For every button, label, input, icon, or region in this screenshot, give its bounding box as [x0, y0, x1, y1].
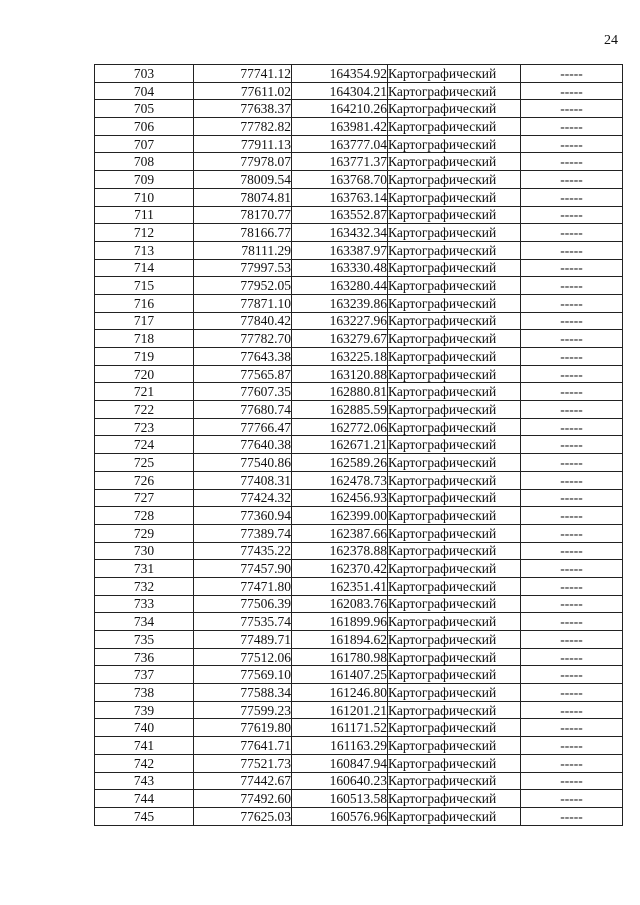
table-row: [95, 100, 623, 118]
table-row: [95, 807, 623, 825]
x-coordinate-cell: 77360.94: [194, 507, 292, 525]
table-row: [95, 82, 623, 100]
method-cell: Картографический: [388, 65, 521, 83]
error-cell: -----: [521, 365, 623, 383]
table-row: [95, 188, 623, 206]
error-cell: -----: [521, 613, 623, 631]
y-coordinate-cell: 162885.59: [292, 401, 388, 419]
table-row: [95, 294, 623, 312]
y-coordinate-cell: 163771.37: [292, 153, 388, 171]
x-coordinate-cell: 77978.07: [194, 153, 292, 171]
x-coordinate-cell: 77442.67: [194, 772, 292, 790]
x-coordinate-cell: 77640.38: [194, 436, 292, 454]
point-number-cell: 725: [95, 454, 194, 472]
point-number-cell: 741: [95, 737, 194, 755]
point-number-cell: 744: [95, 790, 194, 808]
method-cell: Картографический: [388, 118, 521, 136]
point-number-cell: 724: [95, 436, 194, 454]
point-number-cell: 736: [95, 648, 194, 666]
y-coordinate-cell: 162370.42: [292, 560, 388, 578]
y-coordinate-cell: 163280.44: [292, 277, 388, 295]
point-number-cell: 743: [95, 772, 194, 790]
method-cell: Картографический: [388, 560, 521, 578]
method-cell: Картографический: [388, 312, 521, 330]
x-coordinate-cell: 78009.54: [194, 171, 292, 189]
y-coordinate-cell: 163279.67: [292, 330, 388, 348]
point-number-cell: 735: [95, 631, 194, 649]
x-coordinate-cell: 77840.42: [194, 312, 292, 330]
table-row: [95, 436, 623, 454]
method-cell: Картографический: [388, 259, 521, 277]
error-cell: -----: [521, 65, 623, 83]
point-number-cell: 714: [95, 259, 194, 277]
y-coordinate-cell: 160640.23: [292, 772, 388, 790]
x-coordinate-cell: 77625.03: [194, 807, 292, 825]
method-cell: Картографический: [388, 153, 521, 171]
table-row: [95, 312, 623, 330]
table-row: [95, 383, 623, 401]
error-cell: -----: [521, 401, 623, 419]
y-coordinate-cell: 163239.86: [292, 294, 388, 312]
method-cell: Картографический: [388, 719, 521, 737]
y-coordinate-cell: 161780.98: [292, 648, 388, 666]
method-cell: Картографический: [388, 82, 521, 100]
point-number-cell: 729: [95, 524, 194, 542]
y-coordinate-cell: 162478.73: [292, 471, 388, 489]
x-coordinate-cell: 77489.71: [194, 631, 292, 649]
error-cell: -----: [521, 294, 623, 312]
table-row: [95, 206, 623, 224]
point-number-cell: 716: [95, 294, 194, 312]
point-number-cell: 709: [95, 171, 194, 189]
x-coordinate-cell: 77408.31: [194, 471, 292, 489]
method-cell: Картографический: [388, 754, 521, 772]
error-cell: -----: [521, 454, 623, 472]
y-coordinate-cell: 160576.96: [292, 807, 388, 825]
table-row: [95, 648, 623, 666]
table-row: [95, 224, 623, 242]
point-number-cell: 730: [95, 542, 194, 560]
y-coordinate-cell: 163227.96: [292, 312, 388, 330]
method-cell: Картографический: [388, 348, 521, 366]
error-cell: -----: [521, 790, 623, 808]
y-coordinate-cell: 162880.81: [292, 383, 388, 401]
x-coordinate-cell: 77599.23: [194, 701, 292, 719]
point-number-cell: 727: [95, 489, 194, 507]
table-row: [95, 737, 623, 755]
point-number-cell: 738: [95, 684, 194, 702]
x-coordinate-cell: 77619.80: [194, 719, 292, 737]
method-cell: Картографический: [388, 224, 521, 242]
point-number-cell: 706: [95, 118, 194, 136]
table-row: [95, 684, 623, 702]
point-number-cell: 711: [95, 206, 194, 224]
error-cell: -----: [521, 754, 623, 772]
point-number-cell: 710: [95, 188, 194, 206]
error-cell: -----: [521, 577, 623, 595]
y-coordinate-cell: 162772.06: [292, 418, 388, 436]
method-cell: Картографический: [388, 807, 521, 825]
table-row: [95, 560, 623, 578]
method-cell: Картографический: [388, 418, 521, 436]
y-coordinate-cell: 162589.26: [292, 454, 388, 472]
x-coordinate-cell: 77871.10: [194, 294, 292, 312]
table-row: [95, 418, 623, 436]
method-cell: Картографический: [388, 135, 521, 153]
point-number-cell: 733: [95, 595, 194, 613]
point-number-cell: 721: [95, 383, 194, 401]
y-coordinate-cell: 162378.88: [292, 542, 388, 560]
x-coordinate-cell: 78111.29: [194, 241, 292, 259]
point-number-cell: 707: [95, 135, 194, 153]
method-cell: Картографический: [388, 436, 521, 454]
table-row: [95, 790, 623, 808]
point-number-cell: 704: [95, 82, 194, 100]
coordinates-table: [94, 64, 623, 826]
error-cell: -----: [521, 188, 623, 206]
method-cell: Картографический: [388, 648, 521, 666]
table-row: [95, 542, 623, 560]
table-row: [95, 277, 623, 295]
point-number-cell: 718: [95, 330, 194, 348]
table-row: [95, 135, 623, 153]
y-coordinate-cell: 163432.34: [292, 224, 388, 242]
point-number-cell: 732: [95, 577, 194, 595]
x-coordinate-cell: 77607.35: [194, 383, 292, 401]
point-number-cell: 728: [95, 507, 194, 525]
y-coordinate-cell: 161899.96: [292, 613, 388, 631]
coordinates-table-body: [95, 65, 623, 826]
error-cell: -----: [521, 153, 623, 171]
table-row: [95, 171, 623, 189]
y-coordinate-cell: 162387.66: [292, 524, 388, 542]
error-cell: -----: [521, 507, 623, 525]
method-cell: Картографический: [388, 489, 521, 507]
table-row: [95, 524, 623, 542]
y-coordinate-cell: 163981.42: [292, 118, 388, 136]
point-number-cell: 703: [95, 65, 194, 83]
x-coordinate-cell: 77611.02: [194, 82, 292, 100]
x-coordinate-cell: 77680.74: [194, 401, 292, 419]
table-row: [95, 772, 623, 790]
error-cell: -----: [521, 737, 623, 755]
y-coordinate-cell: 163120.88: [292, 365, 388, 383]
table-row: [95, 489, 623, 507]
y-coordinate-cell: 164304.21: [292, 82, 388, 100]
method-cell: Картографический: [388, 666, 521, 684]
error-cell: -----: [521, 807, 623, 825]
method-cell: Картографический: [388, 684, 521, 702]
method-cell: Картографический: [388, 737, 521, 755]
x-coordinate-cell: 77521.73: [194, 754, 292, 772]
x-coordinate-cell: 77492.60: [194, 790, 292, 808]
y-coordinate-cell: 163763.14: [292, 188, 388, 206]
table-row: [95, 401, 623, 419]
point-number-cell: 712: [95, 224, 194, 242]
y-coordinate-cell: 161201.21: [292, 701, 388, 719]
method-cell: Картографический: [388, 171, 521, 189]
y-coordinate-cell: 162351.41: [292, 577, 388, 595]
method-cell: Картографический: [388, 330, 521, 348]
table-row: [95, 241, 623, 259]
y-coordinate-cell: 164354.92: [292, 65, 388, 83]
error-cell: -----: [521, 171, 623, 189]
y-coordinate-cell: 163768.70: [292, 171, 388, 189]
point-number-cell: 734: [95, 613, 194, 631]
table-row: [95, 507, 623, 525]
point-number-cell: 745: [95, 807, 194, 825]
x-coordinate-cell: 77782.70: [194, 330, 292, 348]
error-cell: -----: [521, 524, 623, 542]
method-cell: Картографический: [388, 100, 521, 118]
error-cell: -----: [521, 348, 623, 366]
table-row: [95, 348, 623, 366]
method-cell: Картографический: [388, 294, 521, 312]
x-coordinate-cell: 77588.34: [194, 684, 292, 702]
method-cell: Картографический: [388, 524, 521, 542]
x-coordinate-cell: 77766.47: [194, 418, 292, 436]
point-number-cell: 740: [95, 719, 194, 737]
y-coordinate-cell: 161171.52: [292, 719, 388, 737]
point-number-cell: 715: [95, 277, 194, 295]
x-coordinate-cell: 77643.38: [194, 348, 292, 366]
error-cell: -----: [521, 648, 623, 666]
table-row: [95, 631, 623, 649]
table-row: [95, 719, 623, 737]
error-cell: -----: [521, 259, 623, 277]
y-coordinate-cell: 161246.80: [292, 684, 388, 702]
point-number-cell: 726: [95, 471, 194, 489]
table-row: [95, 118, 623, 136]
method-cell: Картографический: [388, 365, 521, 383]
point-number-cell: 708: [95, 153, 194, 171]
table-row: [95, 666, 623, 684]
error-cell: -----: [521, 772, 623, 790]
error-cell: -----: [521, 542, 623, 560]
point-number-cell: 739: [95, 701, 194, 719]
error-cell: -----: [521, 666, 623, 684]
method-cell: Картографический: [388, 206, 521, 224]
x-coordinate-cell: 77540.86: [194, 454, 292, 472]
x-coordinate-cell: 77638.37: [194, 100, 292, 118]
y-coordinate-cell: 161163.29: [292, 737, 388, 755]
error-cell: -----: [521, 241, 623, 259]
point-number-cell: 719: [95, 348, 194, 366]
y-coordinate-cell: 161407.25: [292, 666, 388, 684]
x-coordinate-cell: 77641.71: [194, 737, 292, 755]
error-cell: -----: [521, 489, 623, 507]
x-coordinate-cell: 77911.13: [194, 135, 292, 153]
y-coordinate-cell: 162399.00: [292, 507, 388, 525]
point-number-cell: 705: [95, 100, 194, 118]
table-row: [95, 65, 623, 83]
y-coordinate-cell: 163330.48: [292, 259, 388, 277]
error-cell: -----: [521, 118, 623, 136]
method-cell: Картографический: [388, 542, 521, 560]
error-cell: -----: [521, 82, 623, 100]
table-row: [95, 330, 623, 348]
error-cell: -----: [521, 383, 623, 401]
y-coordinate-cell: 160847.94: [292, 754, 388, 772]
method-cell: Картографический: [388, 277, 521, 295]
x-coordinate-cell: 77506.39: [194, 595, 292, 613]
error-cell: -----: [521, 560, 623, 578]
table-row: [95, 754, 623, 772]
point-number-cell: 720: [95, 365, 194, 383]
table-row: [95, 153, 623, 171]
y-coordinate-cell: 163777.04: [292, 135, 388, 153]
x-coordinate-cell: 78166.77: [194, 224, 292, 242]
x-coordinate-cell: 77952.05: [194, 277, 292, 295]
x-coordinate-cell: 77565.87: [194, 365, 292, 383]
error-cell: -----: [521, 100, 623, 118]
method-cell: Картографический: [388, 595, 521, 613]
x-coordinate-cell: 77997.53: [194, 259, 292, 277]
y-coordinate-cell: 161894.62: [292, 631, 388, 649]
y-coordinate-cell: 163225.18: [292, 348, 388, 366]
table-row: [95, 595, 623, 613]
error-cell: -----: [521, 471, 623, 489]
method-cell: Картографический: [388, 613, 521, 631]
x-coordinate-cell: 77782.82: [194, 118, 292, 136]
table-row: [95, 701, 623, 719]
point-number-cell: 722: [95, 401, 194, 419]
error-cell: -----: [521, 684, 623, 702]
point-number-cell: 717: [95, 312, 194, 330]
x-coordinate-cell: 77471.80: [194, 577, 292, 595]
x-coordinate-cell: 77435.22: [194, 542, 292, 560]
error-cell: -----: [521, 135, 623, 153]
method-cell: Картографический: [388, 790, 521, 808]
error-cell: -----: [521, 595, 623, 613]
table-row: [95, 454, 623, 472]
error-cell: -----: [521, 206, 623, 224]
point-number-cell: 737: [95, 666, 194, 684]
x-coordinate-cell: 77512.06: [194, 648, 292, 666]
y-coordinate-cell: 162671.21: [292, 436, 388, 454]
error-cell: -----: [521, 719, 623, 737]
error-cell: -----: [521, 631, 623, 649]
x-coordinate-cell: 78074.81: [194, 188, 292, 206]
error-cell: -----: [521, 224, 623, 242]
error-cell: -----: [521, 418, 623, 436]
method-cell: Картографический: [388, 241, 521, 259]
y-coordinate-cell: 163387.97: [292, 241, 388, 259]
error-cell: -----: [521, 312, 623, 330]
y-coordinate-cell: 160513.58: [292, 790, 388, 808]
point-number-cell: 731: [95, 560, 194, 578]
table-row: [95, 471, 623, 489]
error-cell: -----: [521, 436, 623, 454]
method-cell: Картографический: [388, 454, 521, 472]
x-coordinate-cell: 77389.74: [194, 524, 292, 542]
method-cell: Картографический: [388, 577, 521, 595]
method-cell: Картографический: [388, 507, 521, 525]
point-number-cell: 742: [95, 754, 194, 772]
y-coordinate-cell: 162083.76: [292, 595, 388, 613]
method-cell: Картографический: [388, 631, 521, 649]
y-coordinate-cell: 163552.87: [292, 206, 388, 224]
error-cell: -----: [521, 701, 623, 719]
method-cell: Картографический: [388, 188, 521, 206]
y-coordinate-cell: 162456.93: [292, 489, 388, 507]
point-number-cell: 713: [95, 241, 194, 259]
point-number-cell: 723: [95, 418, 194, 436]
table-row: [95, 613, 623, 631]
table-row: [95, 577, 623, 595]
method-cell: Картографический: [388, 401, 521, 419]
x-coordinate-cell: 78170.77: [194, 206, 292, 224]
error-cell: -----: [521, 330, 623, 348]
x-coordinate-cell: 77741.12: [194, 65, 292, 83]
method-cell: Картографический: [388, 701, 521, 719]
error-cell: -----: [521, 277, 623, 295]
x-coordinate-cell: 77457.90: [194, 560, 292, 578]
table-row: [95, 365, 623, 383]
x-coordinate-cell: 77424.32: [194, 489, 292, 507]
page-number: 24: [604, 33, 618, 48]
method-cell: Картографический: [388, 471, 521, 489]
x-coordinate-cell: 77569.10: [194, 666, 292, 684]
table-row: [95, 259, 623, 277]
y-coordinate-cell: 164210.26: [292, 100, 388, 118]
x-coordinate-cell: 77535.74: [194, 613, 292, 631]
method-cell: Картографический: [388, 772, 521, 790]
method-cell: Картографический: [388, 383, 521, 401]
